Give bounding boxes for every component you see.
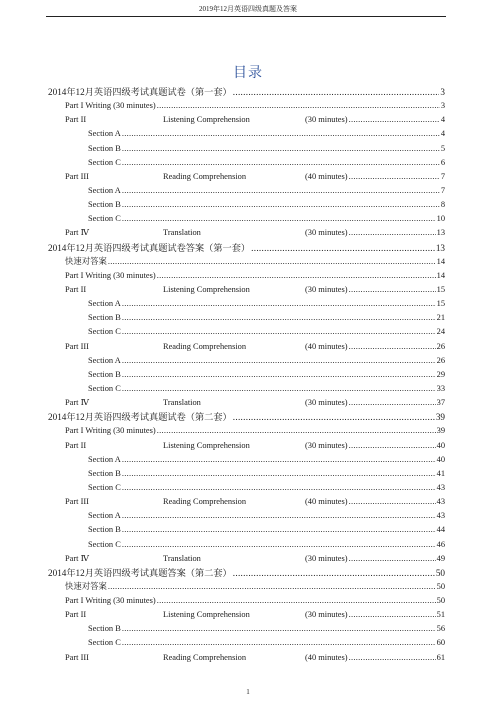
toc-entry[interactable]: [0, 368, 496, 382]
toc-entry[interactable]: [0, 354, 496, 368]
toc-entry-label-part: (30 minutes): [305, 440, 348, 450]
toc-entry-page: 49: [436, 553, 445, 563]
toc-entry[interactable]: [0, 580, 496, 594]
toc-entry[interactable]: [0, 424, 496, 438]
toc-entry[interactable]: [0, 382, 496, 396]
toc-entry-label-part: Part II: [65, 284, 87, 294]
toc-entry-label-part: Part III: [65, 171, 89, 181]
toc-entry[interactable]: [0, 622, 496, 636]
dot-leader: [122, 297, 436, 311]
toc-entry-label: [65, 495, 348, 509]
toc-entry-label: [65, 170, 348, 184]
toc-entry-label-part: (30 minutes): [305, 610, 348, 620]
toc-entry-label: [65, 283, 348, 297]
dot-leader: [157, 424, 436, 438]
toc-entry[interactable]: [0, 523, 496, 537]
dot-leader: [349, 396, 436, 410]
toc-entry-label: [65, 113, 348, 127]
dot-leader: [122, 481, 436, 495]
toc-entry-label-part: Listening Comprehension: [163, 440, 250, 450]
toc-entry-label-part: Translation: [163, 553, 201, 563]
toc-entry-label-part: Reading Comprehension: [163, 652, 247, 662]
dot-leader: [122, 311, 436, 325]
toc-entry[interactable]: [0, 325, 496, 339]
toc-entry-page: 50: [435, 567, 445, 578]
toc-entry-label-part: Part Ⅳ: [65, 553, 89, 563]
dot-leader: [122, 523, 436, 537]
toc-entry[interactable]: [0, 198, 496, 212]
toc-entry-label: 2014年12月英语四级考试真题答案（第二套）: [48, 567, 232, 578]
toc-entry-label-part: Part III: [65, 497, 89, 507]
toc-entry-label: Part I Writing (30 minutes): [65, 101, 156, 111]
toc-entry-label: Part I Writing (30 minutes): [65, 596, 156, 606]
toc-entry-page: 21: [436, 313, 445, 323]
toc-entry-page: 7: [440, 185, 445, 195]
dot-leader: [349, 283, 436, 297]
dot-leader: [157, 594, 436, 608]
toc-entry-page: 61: [436, 652, 445, 662]
table-of-contents: [0, 85, 496, 665]
toc-entry[interactable]: [0, 481, 496, 495]
toc-entry[interactable]: [0, 566, 496, 580]
dot-leader: [122, 156, 440, 170]
toc-entry[interactable]: [0, 226, 496, 240]
toc-entry-label: Part I Writing (30 minutes): [65, 270, 156, 280]
toc-entry[interactable]: [0, 439, 496, 453]
toc-entry-page: 46: [436, 539, 445, 549]
toc-entry-label: Section B: [88, 200, 121, 210]
toc-entry-label: 快速对答案: [65, 256, 107, 266]
toc-entry-page: 56: [436, 624, 445, 634]
toc-entry-page: 60: [436, 638, 445, 648]
toc-entry-label: [65, 439, 348, 453]
dot-leader: [349, 170, 440, 184]
toc-entry-label: Section A: [88, 185, 121, 195]
toc-entry-label-part: Part III: [65, 341, 89, 351]
toc-entry-label-part: (30 minutes): [305, 284, 348, 294]
dot-leader: [122, 636, 436, 650]
dot-leader: [349, 340, 436, 354]
toc-entry[interactable]: [0, 396, 496, 410]
toc-entry-label: Section B: [88, 369, 121, 379]
toc-entry-label-part: Part III: [65, 652, 89, 662]
toc-entry-label-part: Part Ⅳ: [65, 398, 89, 408]
toc-entry-label: Section A: [88, 299, 121, 309]
toc-entry-label-part: Part II: [65, 610, 87, 620]
toc-entry-label: 2014年12月英语四级考试真题试卷（第二套）: [48, 412, 232, 423]
toc-entry-page: 14: [436, 270, 445, 280]
toc-entry[interactable]: [0, 255, 496, 269]
toc-entry-label-part: (30 minutes): [305, 115, 348, 125]
dot-leader: [122, 538, 436, 552]
toc-entry-page: 15: [436, 284, 445, 294]
toc-entry-page: 33: [436, 383, 445, 393]
toc-entry-page: 4: [440, 129, 445, 139]
dot-leader: [349, 651, 436, 665]
toc-entry-page: 39: [436, 426, 445, 436]
toc-entry[interactable]: [0, 241, 496, 255]
toc-entry-page: 44: [436, 525, 445, 535]
toc-entry-label-part: Translation: [163, 398, 201, 408]
toc-entry-label: Section A: [88, 129, 121, 139]
toc-entry[interactable]: [0, 651, 496, 665]
toc-entry-page: 4: [440, 115, 445, 125]
toc-entry-label-part: Reading Comprehension: [163, 497, 247, 507]
dot-leader: [122, 198, 440, 212]
toc-entry-label-part: Reading Comprehension: [163, 341, 247, 351]
dot-leader: [122, 212, 436, 226]
toc-entry-label: Section B: [88, 313, 121, 323]
toc-entry-page: 43: [436, 497, 445, 507]
dot-leader: [122, 127, 440, 141]
toc-entry[interactable]: [0, 495, 496, 509]
toc-entry-page: 26: [436, 355, 445, 365]
dot-leader: [349, 552, 436, 566]
dot-leader: [108, 255, 436, 269]
dot-leader: [122, 368, 436, 382]
dot-leader: [251, 241, 435, 255]
toc-entry-label: Section C: [88, 214, 121, 224]
toc-entry-label-part: Part Ⅳ: [65, 228, 89, 238]
dot-leader: [122, 382, 436, 396]
toc-entry[interactable]: [0, 453, 496, 467]
toc-entry[interactable]: [0, 156, 496, 170]
toc-entry[interactable]: [0, 212, 496, 226]
toc-entry[interactable]: [0, 538, 496, 552]
toc-entry[interactable]: [0, 340, 496, 354]
toc-entry-label-part: (30 minutes): [305, 398, 348, 408]
toc-entry[interactable]: [0, 127, 496, 141]
toc-entry-label: Section A: [88, 511, 121, 521]
toc-entry-label-part: Listening Comprehension: [163, 284, 250, 294]
toc-entry-page: 8: [440, 200, 445, 210]
toc-entry-label-part: Part II: [65, 115, 87, 125]
dot-leader: [349, 608, 436, 622]
toc-entry-page: 51: [436, 610, 445, 620]
toc-entry-label: Part I Writing (30 minutes): [65, 426, 156, 436]
toc-entry[interactable]: [0, 85, 496, 99]
toc-entry-page: 40: [436, 440, 445, 450]
dot-leader: [349, 226, 436, 240]
toc-entry-page: 26: [436, 341, 445, 351]
dot-leader: [122, 453, 436, 467]
toc-entry-label-part: (30 minutes): [305, 228, 348, 238]
dot-leader: [233, 85, 440, 99]
dot-leader: [122, 142, 440, 156]
dot-leader: [122, 509, 436, 523]
toc-entry-page: 14: [436, 256, 445, 266]
toc-entry-label: Section B: [88, 143, 121, 153]
toc-entry-label: Section A: [88, 454, 121, 464]
toc-entry-label: Section B: [88, 525, 121, 535]
toc-entry-page: 41: [436, 468, 445, 478]
toc-entry[interactable]: [0, 142, 496, 156]
dot-leader: [122, 622, 436, 636]
toc-entry-label-part: (30 minutes): [305, 553, 348, 563]
dot-leader: [122, 467, 436, 481]
dot-leader: [349, 113, 440, 127]
toc-entry-label-part: (40 minutes): [305, 171, 348, 181]
toc-entry-page: 6: [440, 157, 445, 167]
toc-entry-page: 7: [440, 171, 445, 181]
dot-leader: [157, 99, 440, 113]
toc-entry-label: [65, 651, 348, 665]
toc-entry-label: 2014年12月英语四级考试真题试卷答案（第一套）: [48, 242, 251, 253]
toc-entry-label: Section C: [88, 157, 121, 167]
page-number: 1: [246, 688, 250, 696]
toc-entry-page: 13: [435, 242, 445, 253]
toc-entry-page: 43: [436, 511, 445, 521]
toc-entry[interactable]: [0, 269, 496, 283]
toc-entry[interactable]: [0, 184, 496, 198]
toc-entry-label: Section B: [88, 624, 121, 634]
toc-entry[interactable]: [0, 297, 496, 311]
dot-leader: [233, 566, 435, 580]
toc-entry-label: [65, 608, 348, 622]
toc-entry-label: Section C: [88, 638, 121, 648]
toc-entry-page: 37: [436, 398, 445, 408]
toc-entry-label-part: Reading Comprehension: [163, 171, 247, 181]
toc-entry[interactable]: [0, 170, 496, 184]
toc-entry-page: 39: [435, 412, 445, 423]
toc-entry-label: [65, 552, 348, 566]
toc-entry-label-part: (40 minutes): [305, 497, 348, 507]
toc-entry[interactable]: [0, 283, 496, 297]
toc-entry-label-part: Translation: [163, 228, 201, 238]
toc-entry-page: 50: [436, 596, 445, 606]
toc-entry-label-part: Part II: [65, 440, 87, 450]
toc-entry-label: 2014年12月英语四级考试真题试卷（第一套）: [48, 87, 232, 97]
toc-entry-page: 50: [436, 581, 445, 591]
toc-entry[interactable]: [0, 467, 496, 481]
toc-entry-page: 29: [436, 369, 445, 379]
toc-entry[interactable]: [0, 594, 496, 608]
toc-entry-page: 3: [440, 87, 445, 97]
toc-entry-page: 10: [436, 214, 445, 224]
toc-entry-label-part: Listening Comprehension: [163, 610, 250, 620]
toc-entry-label: Section A: [88, 355, 121, 365]
dot-leader: [122, 184, 440, 198]
toc-entry-page: 43: [436, 482, 445, 492]
dot-leader: [108, 580, 436, 594]
toc-entry[interactable]: [0, 608, 496, 622]
toc-entry-page: 13: [436, 228, 445, 238]
toc-entry-page: 3: [440, 101, 445, 111]
toc-entry-label: Section C: [88, 327, 121, 337]
toc-entry-label-part: Listening Comprehension: [163, 115, 250, 125]
toc-entry[interactable]: [0, 410, 496, 424]
dot-leader: [349, 495, 436, 509]
toc-entry[interactable]: [0, 311, 496, 325]
toc-entry[interactable]: [0, 113, 496, 127]
toc-entry-page: 5: [440, 143, 445, 153]
dot-leader: [349, 439, 436, 453]
toc-entry-label: Section C: [88, 482, 121, 492]
toc-entry-label-part: (40 minutes): [305, 652, 348, 662]
toc-entry-label: [65, 340, 348, 354]
toc-entry-label: 快速对答案: [65, 581, 107, 591]
toc-entry[interactable]: [0, 509, 496, 523]
dot-leader: [122, 354, 436, 368]
toc-entry[interactable]: [0, 636, 496, 650]
page-header: 2019年12月英语四级真题及答案: [199, 5, 297, 13]
toc-entry-page: 40: [436, 454, 445, 464]
dot-leader: [122, 325, 436, 339]
toc-entry[interactable]: [0, 552, 496, 566]
toc-entry-label: Section B: [88, 468, 121, 478]
toc-entry[interactable]: [0, 99, 496, 113]
toc-entry-page: 24: [436, 327, 445, 337]
dot-leader: [157, 269, 436, 283]
toc-entry-label: [65, 226, 348, 240]
toc-entry-page: 15: [436, 299, 445, 309]
toc-entry-label: [65, 396, 348, 410]
dot-leader: [233, 410, 435, 424]
toc-title: 目录: [233, 66, 263, 81]
toc-entry-label-part: (40 minutes): [305, 341, 348, 351]
toc-entry-label: Section C: [88, 539, 121, 549]
toc-entry-label: Section C: [88, 383, 121, 393]
header-divider: [46, 16, 446, 17]
